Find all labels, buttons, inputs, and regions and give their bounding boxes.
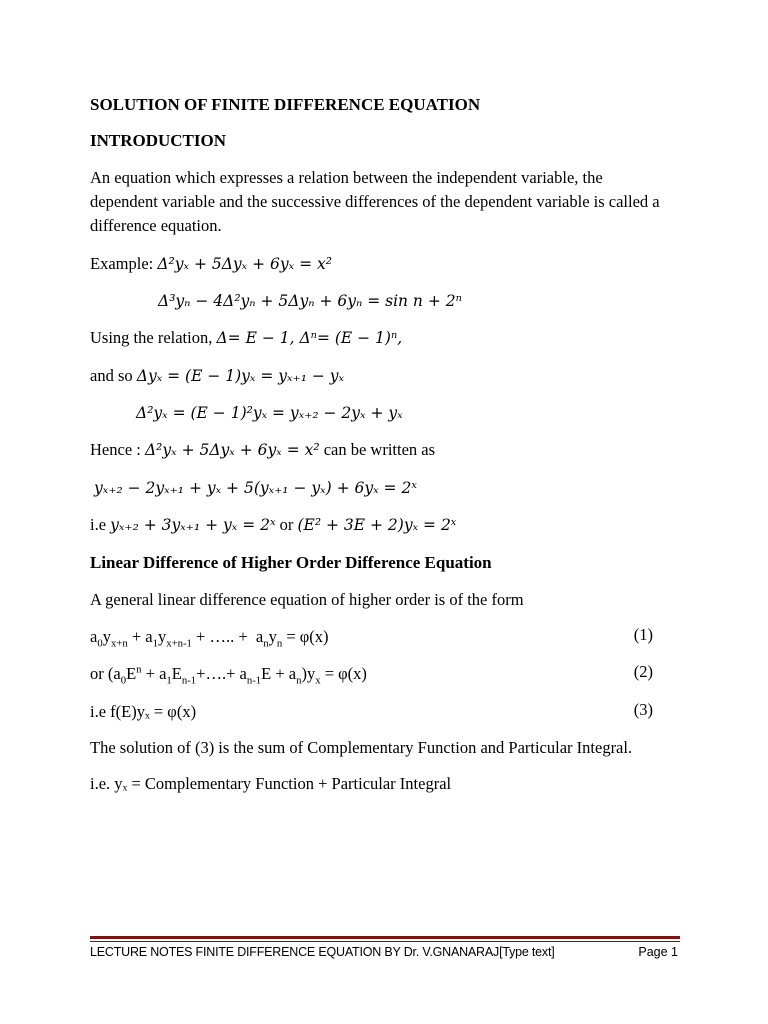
footer-lecture-notes: LECTURE NOTES FINITE DIFFERENCE EQUATION BY Dr. V.GNANARAJ[Type text] — [90, 945, 555, 959]
final-text: i.e. yₓ = Complementary Function + Particular Integral — [90, 774, 452, 793]
hence-equation: Δ²yₓ + 5Δyₓ + 6yₓ = x² — [144, 441, 320, 459]
ie-or: or — [275, 515, 298, 534]
and-so-line — [90, 364, 678, 388]
section-heading: Linear Difference of Higher Order Difference Equation — [90, 553, 492, 572]
example-line-2 — [158, 289, 678, 313]
intro-heading: INTRODUCTION — [90, 131, 227, 150]
footer-rule-thick — [90, 936, 680, 939]
solution-text: The solution of (3) is the sum of Complementary Function and Particular Integral. — [90, 738, 633, 757]
equation-3-number: (3) — [633, 700, 653, 719]
hence-suffix: can be written as — [319, 440, 436, 459]
relation-equation: Δ= E − 1, Δⁿ= (E − 1)ⁿ, — [216, 329, 403, 347]
expanded-equation: yₓ₊₂ − 2yₓ₊₁ + yₓ + 5(yₓ₊₁ − yₓ) + 6yₓ = 2ˣ — [94, 479, 417, 497]
ie-equation-1: yₓ₊₂ + 3yₓ₊₁ + yₓ = 2ˣ — [110, 516, 276, 534]
ie-label: i.e — [90, 515, 111, 534]
relation-line — [90, 326, 678, 350]
document-title: SOLUTION OF FINITE DIFFERENCE EQUATION — [90, 95, 481, 114]
and-so-text: and so — [90, 366, 137, 385]
ie-line — [90, 513, 678, 537]
example-equation-2: Δ³yₙ − 4Δ²yₙ + 5Δyₙ + 6yₙ = sin n + 2ⁿ — [158, 292, 462, 310]
hence-text: Hence : — [90, 440, 145, 459]
ie-equation-2: (E² + 3E + 2)yₓ = 2ˣ — [297, 516, 457, 534]
delta-squared-equation: Δ²yₓ = (E − 1)²yₓ = yₓ₊₂ − 2yₓ + yₓ — [136, 404, 403, 422]
example-label: Example: — [90, 254, 158, 273]
hence-line — [90, 438, 678, 462]
example-equation-1: Δ²yₓ + 5Δyₓ + 6yₓ = x² — [157, 255, 332, 273]
footer-rule-thin — [90, 941, 680, 942]
equation-1-number: (1) — [633, 625, 653, 644]
example-line-1 — [90, 252, 678, 276]
relation-text: Using the relation, — [90, 328, 217, 347]
footer-page-number: Page 1 — [638, 945, 678, 959]
equation-2-number: (2) — [633, 662, 653, 681]
and-so-equation: Δyₓ = (E − 1)yₓ = yₓ₊₁ − yₓ — [136, 367, 345, 385]
intro-paragraph: An equation which expresses a relation between the independent variable, the dependent variable and the successive differences of the dependent variable is called a difference equation. — [90, 168, 660, 235]
expanded-line — [94, 476, 678, 500]
equation-2: or ($a_0E^n$ + $a_1E_{n-1}+\dots.+ a_{n-1}E + a_n)y_x = \varphi(x)$ — [90, 663, 367, 687]
equation-3: i.e f(E)yₓ = φ(x) — [90, 702, 197, 721]
general-form-text: A general linear difference equation of higher order is of the form — [90, 590, 524, 609]
delta-squared-line — [136, 401, 678, 425]
equation-1: $a_0y_{x+n} + a_1y_{x+n-1}$ + ….. + $a_ny_n = \varphi(x)$ — [90, 627, 329, 650]
